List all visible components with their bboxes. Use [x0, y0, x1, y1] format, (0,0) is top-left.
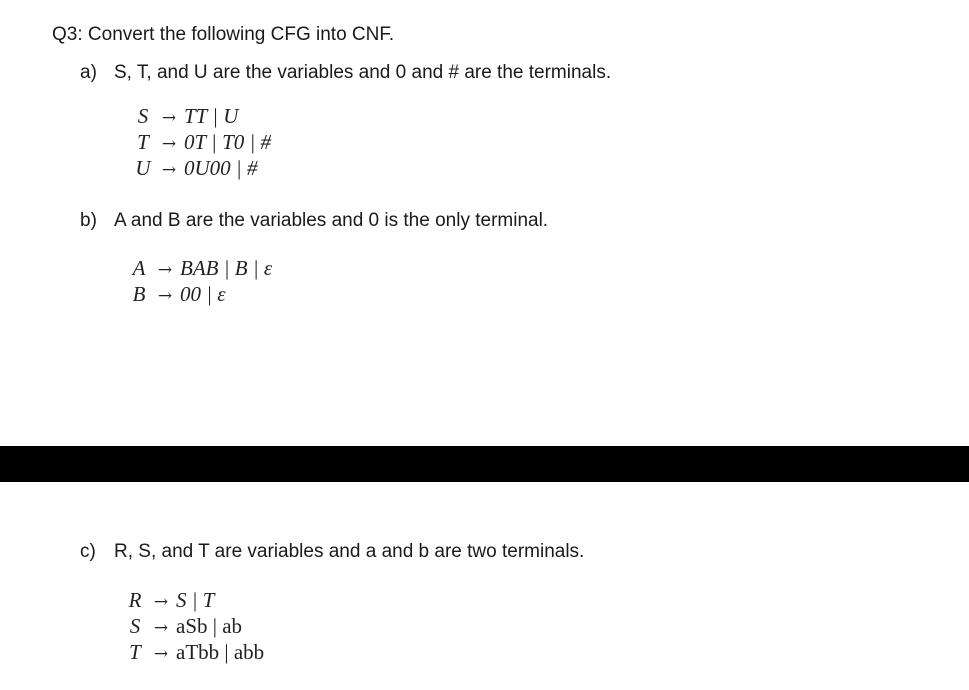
redaction-bar [0, 446, 969, 482]
rule-arrow: → [157, 260, 173, 280]
rule-rhs: 00 | ε [180, 282, 226, 306]
grammar-rule [128, 255, 272, 281]
grammar-rule [132, 103, 271, 129]
grammar-rule [124, 639, 264, 665]
rule-lhs: S [137, 104, 149, 128]
rule-rhs: aTbb | abb [176, 640, 265, 664]
rule-lhs: B [132, 282, 146, 306]
rule-rhs: 0U00 | # [184, 156, 258, 180]
rule-rhs: TT | U [184, 104, 239, 128]
part-a-marker: a) [80, 62, 97, 83]
grammar-rule [124, 587, 264, 613]
rule-arrow: → [157, 286, 173, 306]
grammar-rule [128, 281, 272, 307]
rule-lhs: U [135, 156, 151, 180]
part-c-marker: c) [80, 541, 96, 562]
grammar-a [132, 103, 271, 181]
rule-rhs: BAB | B | ε [180, 256, 273, 280]
part-b-text: A and B are the variables and 0 is the only terminal. [114, 210, 549, 231]
rule-lhs: S [129, 614, 141, 638]
rule-lhs: R [128, 588, 142, 612]
question-title: Q3: Convert the following CFG into CNF. [52, 24, 395, 45]
part-a-label [80, 62, 611, 84]
rule-arrow: → [153, 618, 169, 638]
grammar-rule [124, 613, 264, 639]
rule-arrow: → [161, 108, 177, 128]
rule-arrow: → [153, 592, 169, 612]
grammar-rule [132, 129, 271, 155]
rule-arrow: → [153, 644, 169, 664]
part-c-text: R, S, and T are variables and a and b are two terminals. [114, 541, 585, 562]
rule-rhs: 0T | T0 | # [184, 130, 272, 154]
rule-rhs: S | T [176, 588, 215, 612]
grammar-c [124, 587, 264, 665]
part-b-marker: b) [80, 210, 97, 231]
rule-arrow: → [161, 134, 177, 154]
grammar-rule [132, 155, 271, 181]
part-a-text: S, T, and U are the variables and 0 and # are the terminals. [114, 62, 612, 83]
rule-lhs: T [129, 640, 141, 664]
rule-lhs: T [137, 130, 149, 154]
rule-rhs: aSb | ab [176, 614, 243, 638]
part-b-label [80, 210, 548, 232]
grammar-b [128, 255, 272, 307]
rule-lhs: A [132, 256, 146, 280]
part-c-label [80, 541, 584, 563]
rule-arrow: → [161, 160, 177, 180]
